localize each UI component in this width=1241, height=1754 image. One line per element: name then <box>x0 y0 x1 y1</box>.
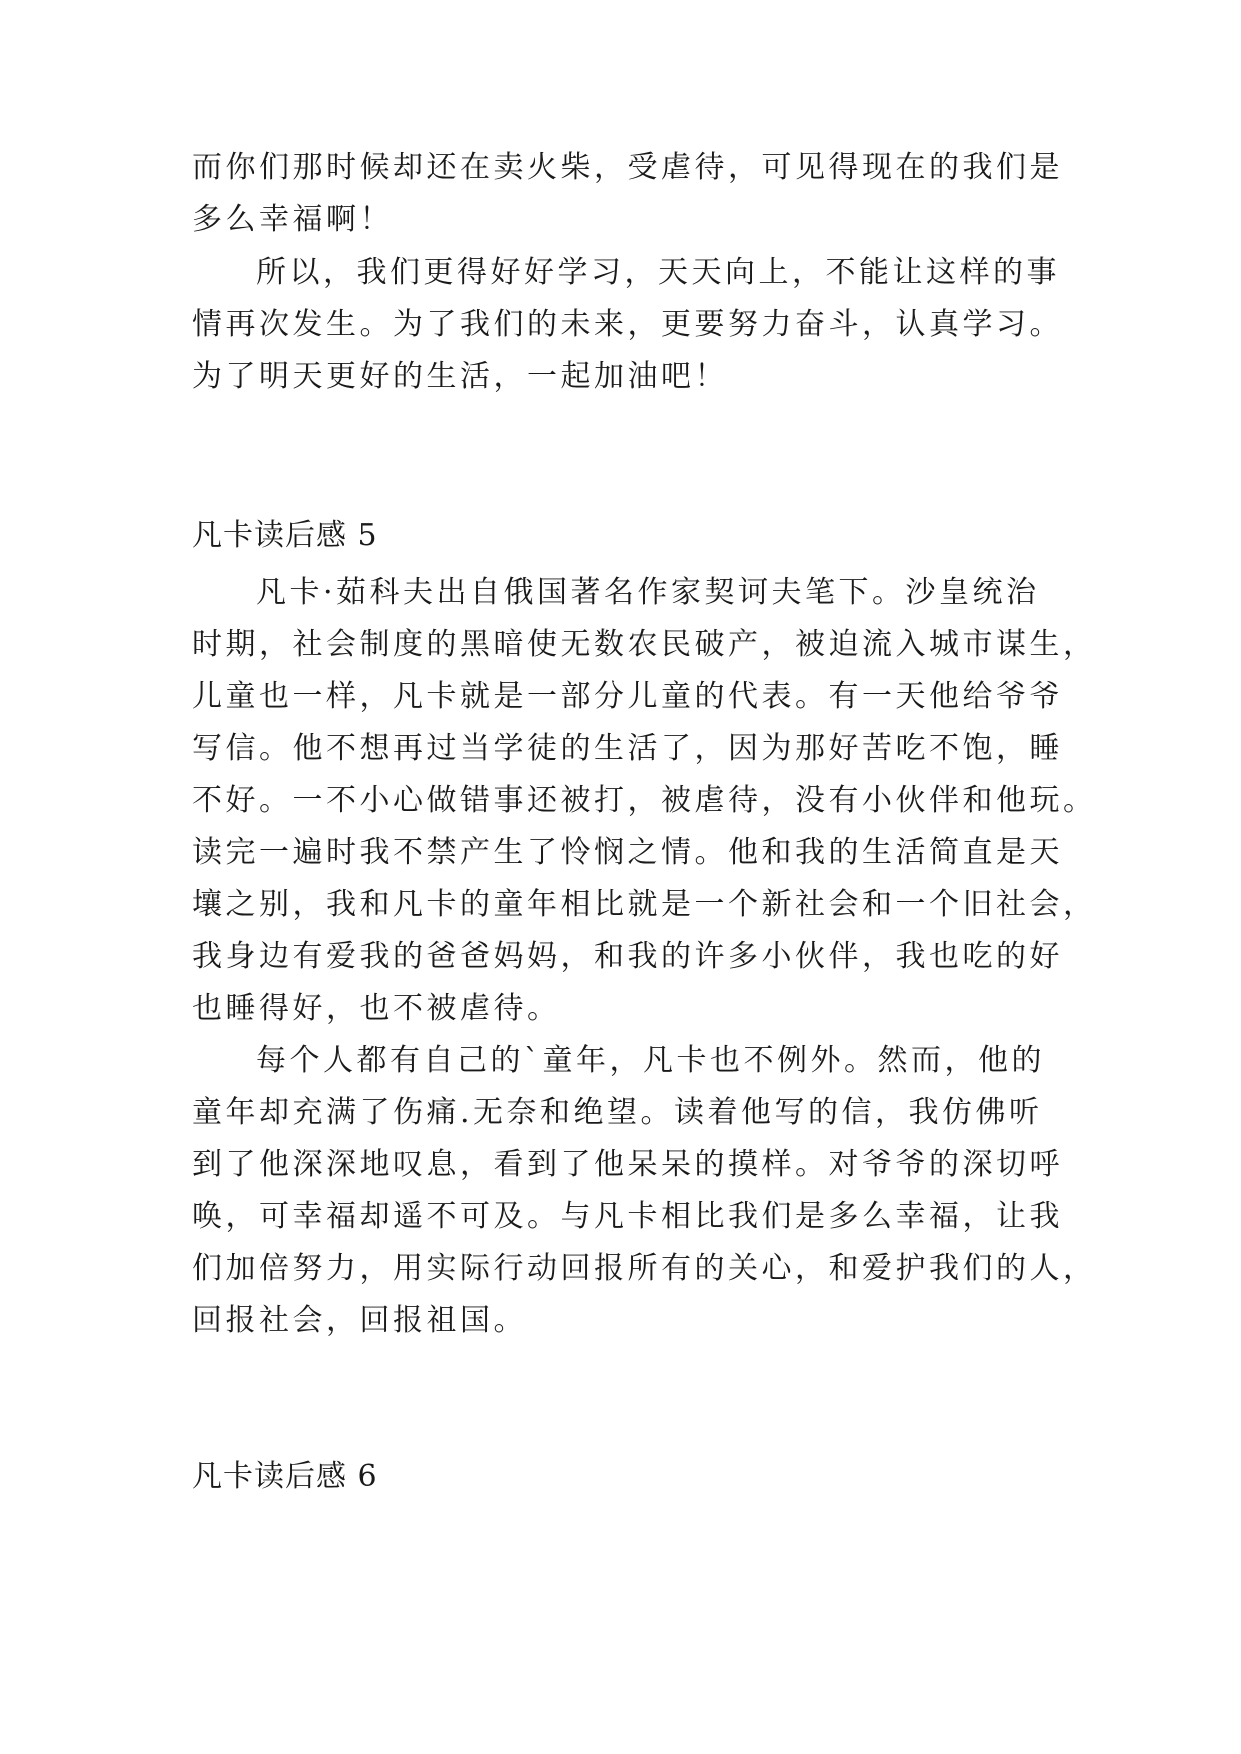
text-line: 而你们那时候却还在卖火柴，受虐待，可见得现在的我们是 <box>192 150 1063 185</box>
text-line: 回报社会，回报祖国。 <box>192 1303 527 1338</box>
text-line: 读完一遍时我不禁产生了怜悯之情。他和我的生活简直是天 <box>192 835 1063 870</box>
text-line: 儿童也一样，凡卡就是一部分儿童的代表。有一天他给爷爷 <box>192 679 1063 714</box>
text-line: 不好。一不小心做错事还被打，被虐待，没有小伙伴和他玩。 <box>192 783 1097 818</box>
text-line: 所以，我们更得好好学习，天天向上，不能让这样的事 <box>256 255 1060 290</box>
text-line: 情再次发生。为了我们的未来，更要努力奋斗，认真学习。 <box>192 307 1063 342</box>
text-line: 凡卡·茹科夫出自俄国著名作家契诃夫笔下。沙皇统治 <box>256 575 1040 610</box>
text-line: 壤之别，我和凡卡的童年相比就是一个新社会和一个旧社会， <box>192 887 1097 922</box>
text-line: 写信。他不想再过当学徒的生活了，因为那好苦吃不饱，睡 <box>192 731 1063 766</box>
text-line: 每个人都有自己的`童年，凡卡也不例外。然而，他的 <box>256 1043 1045 1078</box>
text-line: 为了明天更好的生活，一起加油吧！ <box>192 359 728 394</box>
text-line: 多么幸福啊！ <box>192 202 393 237</box>
text-line: 到了他深深地叹息，看到了他呆呆的摸样。对爷爷的深切呼 <box>192 1147 1063 1182</box>
text-line: 们加倍努力，用实际行动回报所有的关心，和爱护我们的人， <box>192 1251 1097 1286</box>
text-line: 唤，可幸福却遥不可及。与凡卡相比我们是多么幸福，让我 <box>192 1199 1063 1234</box>
section-heading: 凡卡读后感 6 <box>192 1459 378 1494</box>
text-line: 时期，社会制度的黑暗使无数农民破产，被迫流入城市谋生， <box>192 627 1097 662</box>
section-heading: 凡卡读后感 5 <box>192 518 378 553</box>
text-line: 童年却充满了伤痛.无奈和绝望。读着他写的信，我仿佛听 <box>192 1095 1043 1130</box>
text-line: 也睡得好，也不被虐待。 <box>192 991 561 1026</box>
text-line: 我身边有爱我的爸爸妈妈，和我的许多小伙伴，我也吃的好 <box>192 939 1063 974</box>
